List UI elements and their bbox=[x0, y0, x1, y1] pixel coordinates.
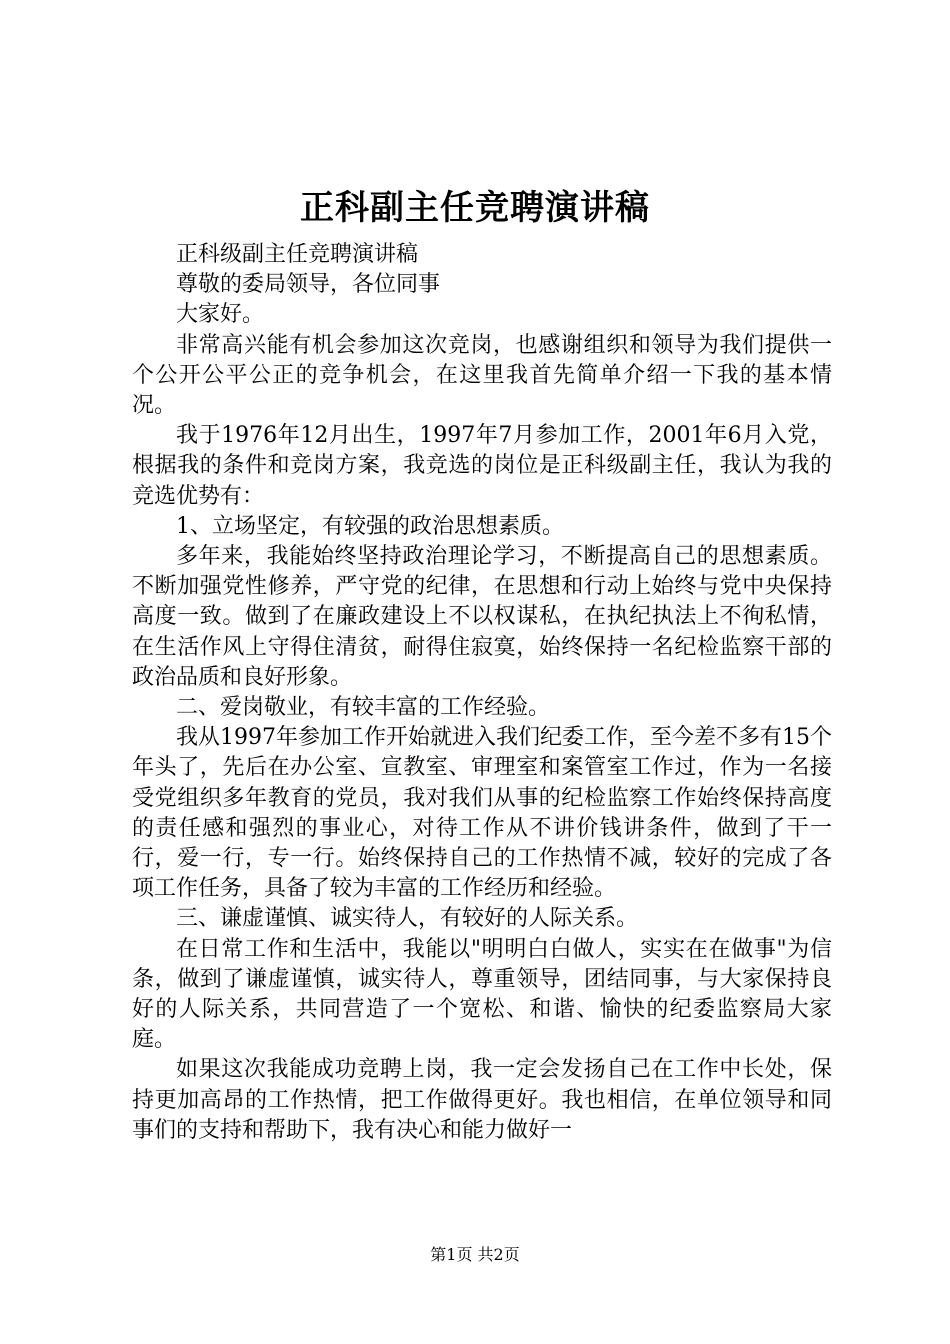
document-body bbox=[132, 240, 832, 1146]
paragraph: 我从1997年参加工作开始就进入我们纪委工作，至今差不多有15个年头了，先后在办公室、宣教室、审理室和案管室工作过，作为一名接受党组织多年教育的党员，我对我们从事的纪检监察工作始终保持高度的责任感和强烈的事业心，对待工作从不讲价钱讲条件，做到了干一行，爱一行，专一行。始终保持自己的工作热情不减，较好的完成了各项工作任务，具备了较为丰富的工作经历和经验。 bbox=[132, 725, 832, 902]
paragraph-salutation: 尊敬的委局领导，各位同事 bbox=[176, 272, 441, 298]
page-footer: 第1页 共2页 bbox=[430, 1245, 520, 1264]
paragraph-subtitle: 正科级副主任竞聘演讲稿 bbox=[176, 242, 419, 267]
paragraph: 如果这次我能成功竞聘上岗，我一定会发扬自己在工作中长处，保持更加高昂的工作热情，把工作做得更好。我也相信，在单位领导和同事们的支持和帮助下，我有决心和能力做好一 bbox=[132, 1057, 832, 1143]
paragraph: 我于1976年12月出生，1997年7月参加工作，2001年6月入党，根据我的条件和竞岗方案，我竞选的岗位是正科级副主任，我认为我的竞选优势有： bbox=[132, 423, 832, 509]
paragraph: 非常高兴能有机会参加这次竞岗，也感谢组织和领导为我们提供一个公开公平公正的竞争机会，在这里我首先简单介绍一下我的基本情况。 bbox=[132, 332, 832, 419]
section-heading: 1、立场坚定，有较强的政治思想素质。 bbox=[176, 513, 564, 539]
section-heading: 二、爱岗敬业，有较丰富的工作经验。 bbox=[176, 695, 551, 721]
paragraph-greeting: 大家好。 bbox=[176, 302, 265, 328]
paragraph: 多年来，我能始终坚持政治理论学习，不断提高自己的思想素质。不断加强党性修养，严守党的纪律，在思想和行动上始终与党中央保持高度一致。做到了在廉政建设上不以权谋私，在执纪执法上不徇私情，在生活作风上守得住清贫，耐得住寂寞，始终保持一名纪检监察干部的政治品质和良好形象。 bbox=[132, 544, 832, 690]
section-heading: 三、谦虚谨慎、诚实待人，有较好的人际关系。 bbox=[176, 906, 639, 932]
paragraph: 在日常工作和生活中，我能以"明明白白做人，实实在在做事"为信条，做到了谦虚谨慎，诚实待人，尊重领导，团结同事，与大家保持良好的人际关系，共同营造了一个宽松、和谐、愉快的纪委监察局大家庭。 bbox=[132, 936, 832, 1053]
document-title: 正科副主任竞聘演讲稿 bbox=[300, 188, 650, 228]
